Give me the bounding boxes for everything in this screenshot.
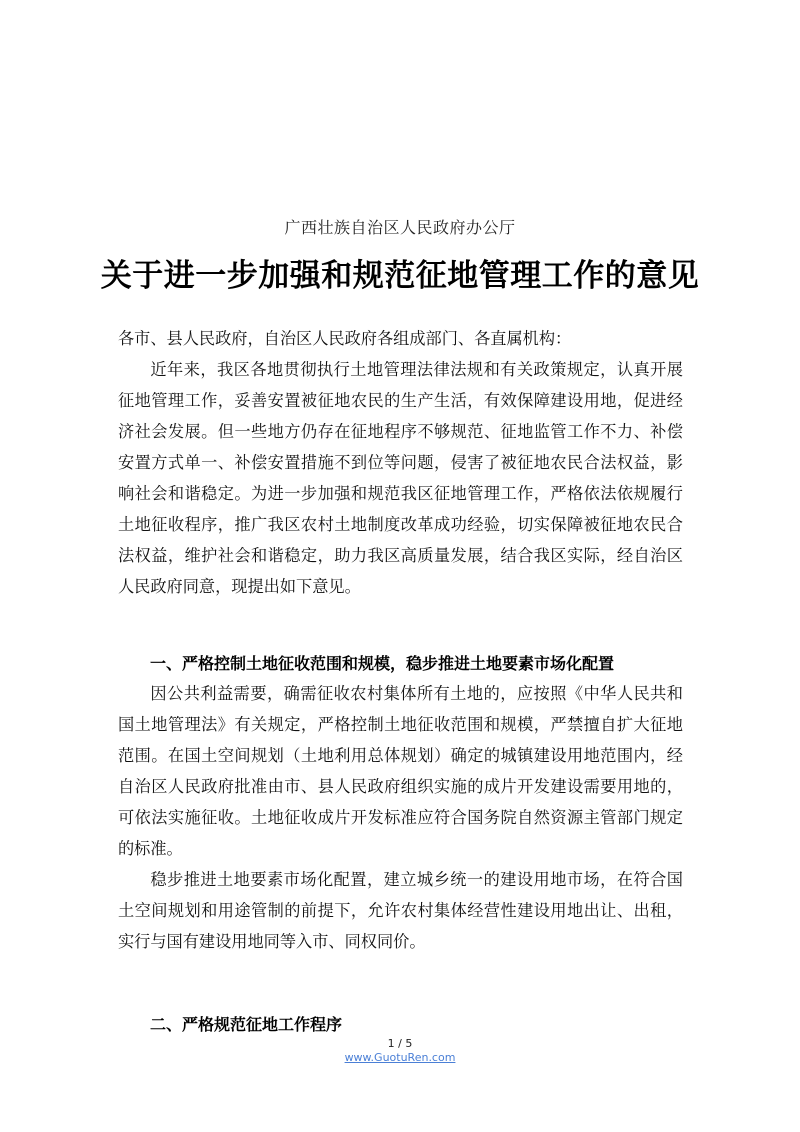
- website-link[interactable]: www.GuotuRen.com: [344, 1051, 456, 1064]
- section-1-paragraph-1: 因公共利益需要，确需征收农村集体所有土地的，应按照《中华人民共和国土地管理法》有关规定，严格控制土地征收范围和规模，严禁擅自扩大征地范围。在国土空间规划（土地利用总体规划）确定的城镇建设用地范围内，经自治区人民政府批准由市、县人民政府组织实施的成片开发建设需要用地的，可依法实施征收。土地征收成片开发标准应符合国务院自然资源主管部门规定的标准。: [118, 684, 683, 858]
- footer-website: [0, 1051, 800, 1064]
- intro-paragraph: 近年来，我区各地贯彻执行土地管理法律法规和有关政策规定，认真开展征地管理工作，妥善安置被征地农民的生产生活，有效保障建设用地，促进经济社会发展。但一些地方仍存在征地程序不够规范、征地监管工作不力、补偿安置方式单一、补偿安置措施不到位等问题，侵害了被征地农民合法权益，影响社会和谐稳定。为进一步加强和规范我区征地管理工作，严格依法依规履行土地征收程序，推广我区农村土地制度改革成功经验，切实保障被征地农民合法权益，维护社会和谐稳定，助力我区高质量发展，结合我区实际，经自治区人民政府同意，现提出如下意见。: [118, 360, 683, 596]
- document-title: 关于进一步加强和规范征地管理工作的意见: [100, 258, 700, 294]
- page-indicator: 1 / 5: [387, 1037, 413, 1050]
- intro-section: [118, 354, 683, 602]
- section-2-heading: 二、严格规范征地工作程序: [150, 1015, 343, 1034]
- section-1-paragraph-2: 稳步推进土地要素市场化配置，建立城乡统一的建设用地市场，在符合国土空间规划和用途管制的前提下，允许农村集体经营性建设用地出让、出租，实行与国有建设用地同等入市、同权同价。: [118, 870, 683, 951]
- issuing-authority: 广西壮族自治区人民政府办公厅: [284, 218, 516, 237]
- salutation: 各市、县人民政府，自治区人民政府各组成部门、各直属机构：: [118, 329, 572, 348]
- section-1-heading: 一、严格控制土地征收范围和规模，稳步推进土地要素市场化配置: [150, 654, 615, 673]
- section-1-body: [118, 678, 683, 957]
